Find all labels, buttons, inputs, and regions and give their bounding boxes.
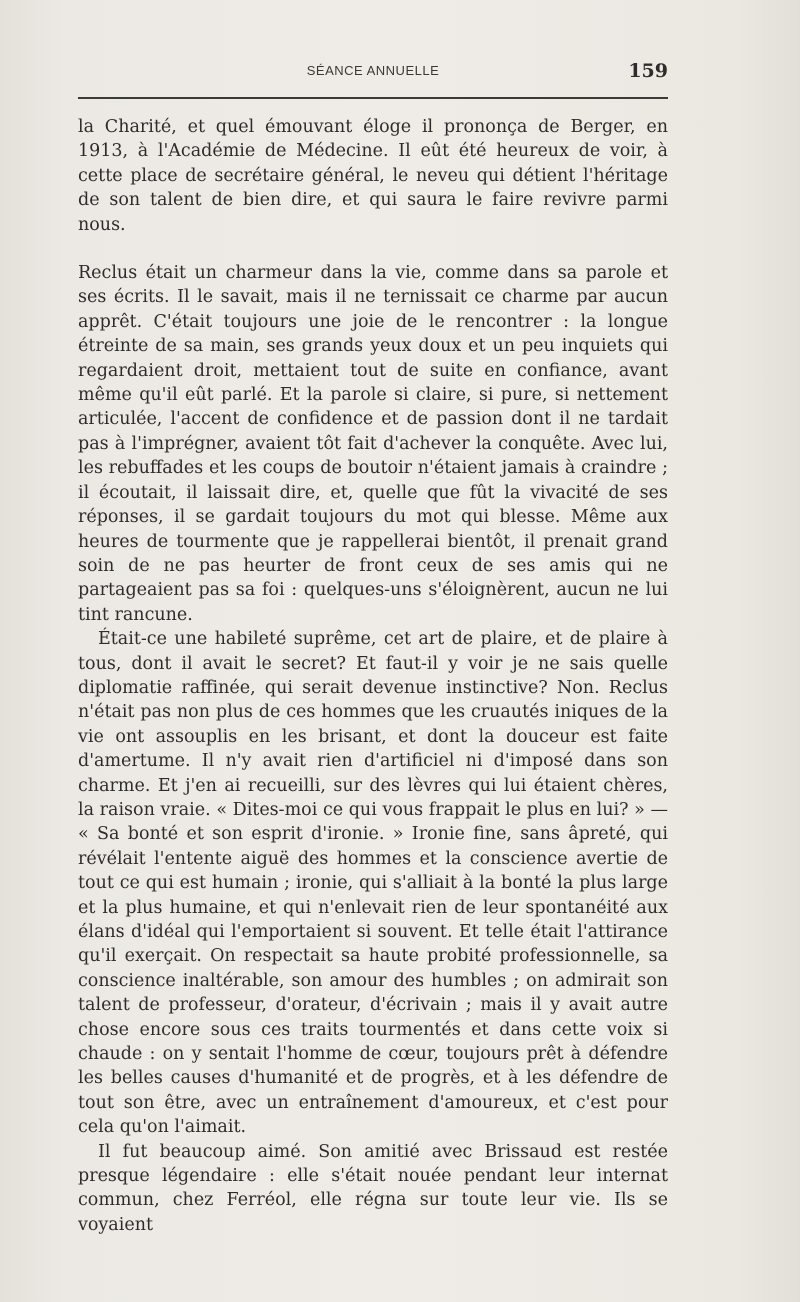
paragraph-reclus-charm: Reclus était un charmeur dans la vie, comme dans sa parole et ses écrits. Il le savait, mais il ne ternissait ce charme par aucun apprêt. C'était toujours une joie de le rencontrer : la longue étreinte de sa main, ses grands yeux doux et un peu inquiets qui regardaient droit, mettaient tout de suite en confiance, avant même qu'il eût parlé. Et la parole si claire, si pure, si nettement articulée, l'accent de confidence et de passion dont il ne tardait pas à l'imprégner, avaient tôt fait d'achever la conquête. Avec lui, les rebuffades et les coups de boutoir n'étaient jamais à craindre ; il écoutait, il laissait dire, et, quelle que fût la vivacité de ses réponses, il se gardait toujours du mot qui blesse. Même aux heures de tourmente que je rappellerai bientôt, il prenait grand soin de ne pas heurter de front ceux de ses amis qui ne partageaient pas sa foi : quelques-uns s'éloignèrent, aucun ne lui tint rancune. — [78, 263, 668, 625]
page-header — [78, 60, 668, 86]
running-head: SÉANCE ANNUELLE — [306, 63, 440, 78]
header-rule — [78, 97, 668, 99]
body-text — [78, 115, 668, 1237]
paragraph-gap — [78, 237, 668, 261]
paragraph-continuation: la Charité, et quel émouvant éloge il prononça de Berger, en 1913, à l'Académie de Médecine. Il eût été heureux de voir, à cette place de secrétaire général, le neveu qui détient l'héritage de son talent de bien dire, et qui saura le faire revivre parmi nous. — [78, 117, 668, 235]
paragraph-friendship: Il fut beaucoup aimé. Son amitié avec Brissaud est restée presque légendaire : elle s'était nouée pendant leur internat commun, chez Ferréol, elle régna sur toute leur vie. Ils se voyaient — [78, 1141, 668, 1235]
page-number: 159 — [628, 60, 668, 82]
paragraph-irony: Était-ce une habileté suprême, cet art de plaire, et de plaire à tous, dont il avait le secret? Et faut-il y voir je ne sais quelle diplomatie raffinée, qui serait devenue instinctive? Non. Reclus n'était pas non plus de ces hommes que les cruautés iniques de la vie ont assouplis en les brisant, et dont la douceur est faite d'amertume. Il n'y avait rien d'artificiel ni d'imposé dans son charme. Et j'en ai recueilli, sur des lèvres qui lui étaient chères, la raison vraie. « Dites-moi ce qui vous frappait le plus en lui? » — « Sa bonté et son esprit d'ironie. » Ironie fine, sans âpreté, qui révélait l'entente aiguë des hommes et la conscience avertie de tout ce qui est humain ; ironie, qui s'alliait à la bonté la plus large et la plus humaine, et qui n'enlevait rien de leur spontanéité aux élans d'idéal qui l'emportaient si souvent. Et telle était l'attirance qu'il exerçait. On respectait sa haute probité professionnelle, sa conscience inaltérable, son amour des humbles ; on admirait son talent de professeur, d'orateur, d'écrivain ; mais il y avait autre chose encore sous ces traits tourmentés et dans cette voix si chaude : on y sentait l'homme de cœur, toujours prêt à défendre les belles causes d'humanité et de progrès, et à les défendre de tout son être, avec un entraînement d'amoureux, et c'est pour cela qu'on l'aimait. — [78, 629, 668, 1138]
